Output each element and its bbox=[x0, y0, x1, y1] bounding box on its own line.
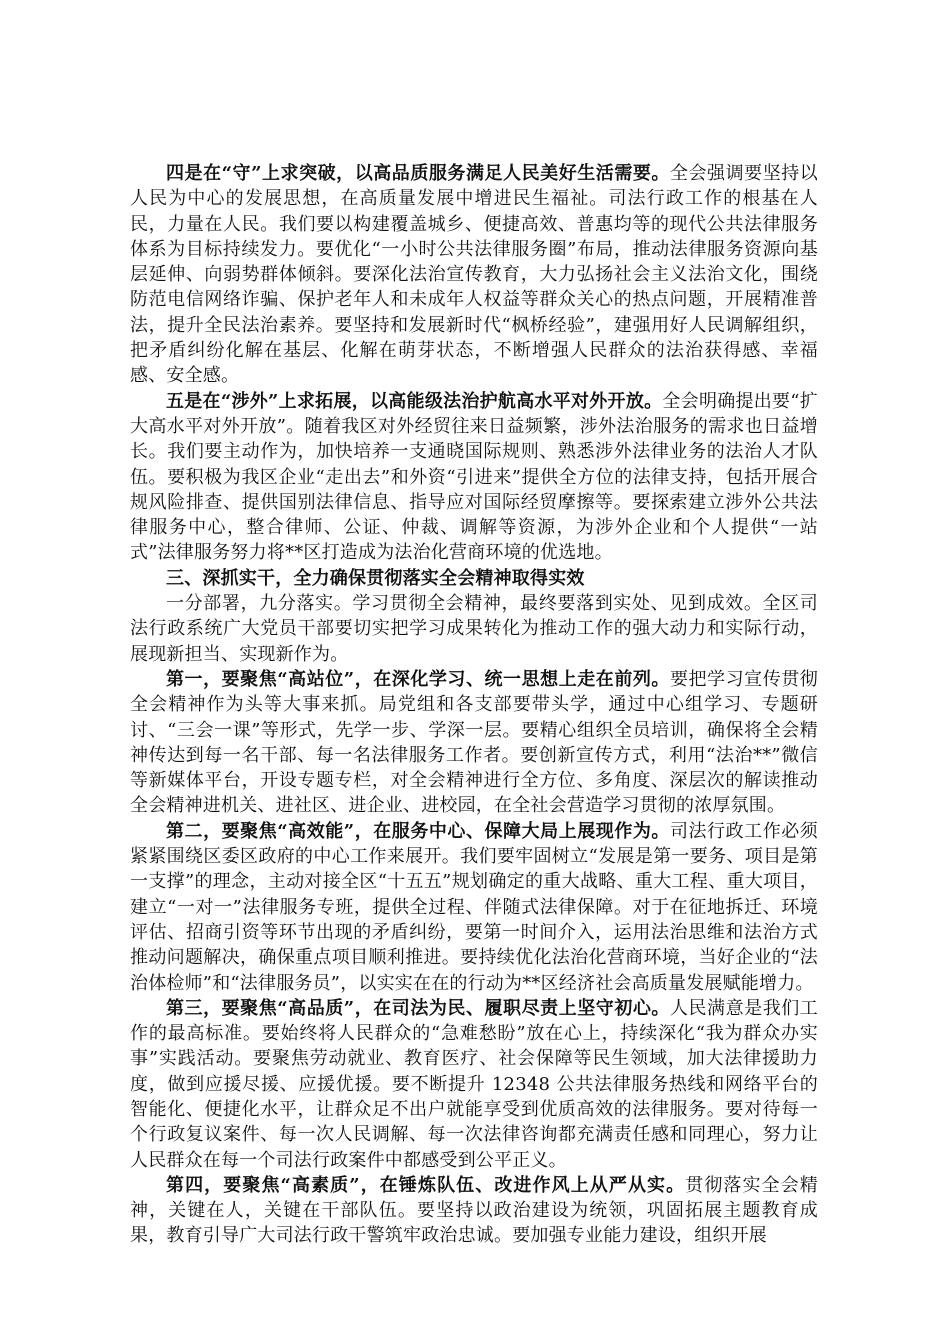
paragraph-5-foreign bbox=[130, 389, 818, 566]
paragraph-third bbox=[130, 996, 818, 1173]
paragraph-lead: 五是在“涉外”上求拓展，以高能级法治护航高水平对外开放。 bbox=[166, 390, 663, 412]
paragraph-lead: 第三，要聚焦“高品质”，在司法为民、履职尽责上坚守初心。 bbox=[166, 997, 670, 1019]
paragraph-body: 全会强调要坚持以人民为中心的发展思想，在高质量发展中增进民生福祉。司法行政工作的根基在人民，力量在人民。我们要以构建覆盖城乡、便捷高效、普惠均等的现代公共法律服务体系为目标持续发力。要优化“一小时公共法律服务圈”布局，推动法律服务资源向基层延伸、向弱势群体倾斜。要深化法治宣传教育，大力弘扬社会主义法治文化，围绕防范电信网络诈骗、保护老年人和未成年人权益等群众关心的热点问题，开展精准普法，提升全民法治素养。要坚持和发展新时代“枫桥经验”，建强用好人民调解组织，把矛盾纠纷化解在基层、化解在萌芽状态，不断增强人民群众的法治获得感、幸福感、安全感。 bbox=[130, 163, 818, 387]
paragraph-intro bbox=[130, 591, 818, 667]
paragraph-lead: 第二，要聚焦“高效能”，在服务中心、保障大局上展现作为。 bbox=[166, 820, 670, 842]
paragraph-fourth bbox=[130, 1173, 818, 1249]
paragraph-lead: 四是在“守”上求突破，以高品质服务满足人民美好生活需要。 bbox=[166, 163, 670, 184]
paragraph-body: 人民满意是我们工作的最高标准。要始终将人民群众的“急难愁盼”放在心上，持续深化“我为群众办实事”实践活动。要聚焦劳动就业、教育医疗、社会保障等民生领域，加大法律援助力度，做到应援尽援、应援优援。要不断提升 12348 公共法律服务热线和网络平台的智能化、便捷化水平，让群众足不出户就能享受到优质高效的法律服务。要对待每一个行政复议案件、每一次人民调解、每一次法律咨询都充满责任感和同理心，努力让人民群众在每一个司法行政案件中都感受到公平正义。 bbox=[130, 997, 818, 1171]
document-page bbox=[130, 161, 818, 1249]
paragraph-body: 全会明确提出要“扩大高水平对外开放”。随着我区对外经贸往来日益频繁，涉外法治服务的需求也日益增长。我们要主动作为，加快培养一支通晓国际规则、熟悉涉外法律业务的法治人才队伍。要积极为我区企业“走出去”和外资“引进来”提供全方位的法律支持，包括开展合规风险排查、提供国别法律信息、指导应对国际经贸摩擦等。要探索建立涉外公共法律服务中心，整合律师、公证、仲裁、调解等资源，为涉外企业和个人提供“一站式”法律服务努力将**区打造成为法治化营商环境的优选地。 bbox=[130, 390, 818, 564]
paragraph-body: 贯彻落实全会精神，关键在人，关键在干部队伍。要坚持以政治建设为统领，巩固拓展主题教育成果，教育引导广大司法行政干警筑牢政治忠诚。要加强专业能力建设，组织开展 bbox=[130, 1174, 818, 1247]
paragraph-body: 要把学习宣传贯彻全会精神作为头等大事来抓。局党组和各支部要带头学，通过中心组学习、专题研讨、“三会一课”等形式，先学一步、学深一层。要精心组织全员培训，确保将全会精神传达到每一名干部、每一名法律服务工作者。要创新宣传方式，利用“法治**”微信等新媒体平台，开设专题专栏，对全会精神进行全方位、多角度、深层次的解读推动全会精神进机关、进社区、进企业、进校园，在全社会营造学习贯彻的浓厚氛围。 bbox=[130, 668, 818, 817]
paragraph-4-keep bbox=[130, 161, 818, 389]
paragraph-lead: 第一，要聚焦“高站位”，在深化学习、统一思想上走在前列。 bbox=[166, 668, 670, 690]
paragraph-second bbox=[130, 819, 818, 996]
paragraph-first bbox=[130, 667, 818, 819]
paragraph-body: 司法行政工作必须紧紧围绕区委区政府的中心工作来展开。我们要牢固树立“发展是第一要务、项目是第一支撑”的理念，主动对接全区“十五五”规划确定的重大战略、重大工程、重大项目，建立“一对一”法律服务专班，提供全过程、伴随式法律保障。对于在征地拆迁、环境评估、招商引资等环节出现的矛盾纠纷，要第一时间介入，运用法治思维和法治方式推动问题解决，确保重点项目顺利推进。要持续优化法治化营商环境，当好企业的“法治体检师”和“法律服务员”，以实实在在的行动为**区经济社会高质量发展赋能增力。 bbox=[130, 820, 818, 994]
section-heading-3: 三、深抓实干，全力确保贯彻落实全会精神取得实效 bbox=[166, 567, 585, 589]
paragraph-body: 一分部署，九分落实。学习贯彻全会精神，最终要落到实处、见到成效。全区司法行政系统广大党员干部要切实把学习成果转化为推动工作的强大动力和实际行动，展现新担当、实现新作为。 bbox=[130, 593, 818, 665]
paragraph-lead: 第四，要聚焦“高素质”，在锤炼队伍、改进作风上从严从实。 bbox=[166, 1174, 686, 1196]
